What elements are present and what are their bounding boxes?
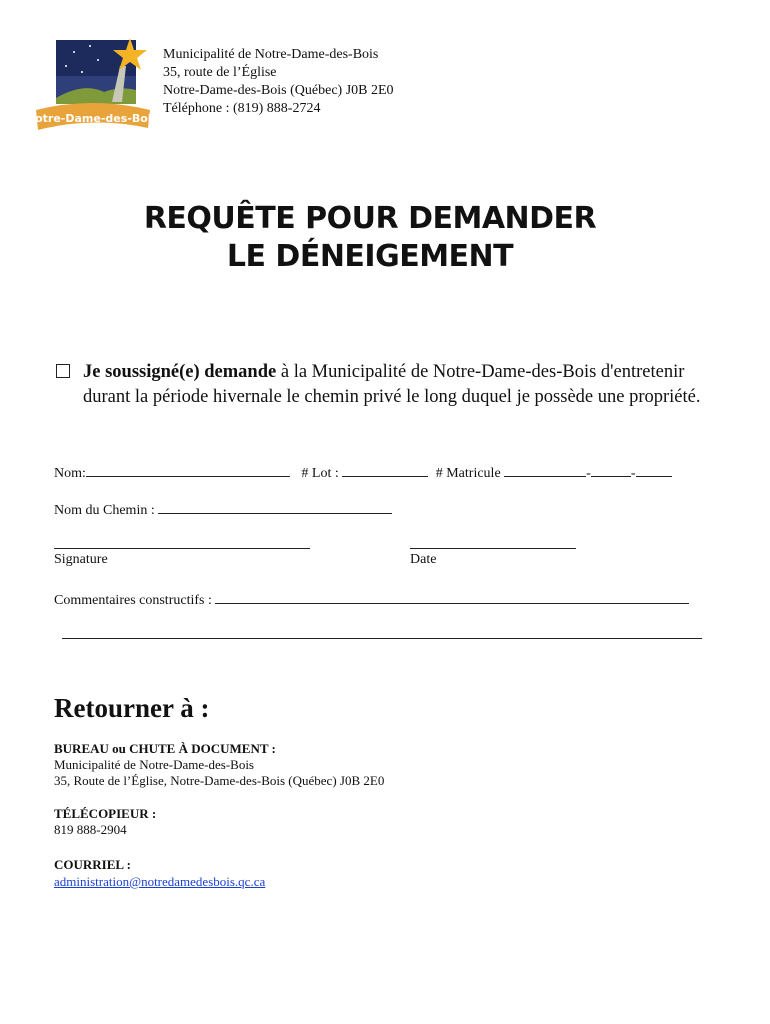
commentaires-field-2[interactable] xyxy=(62,638,702,639)
chemin-row xyxy=(54,499,392,519)
logo-text: Notre-Dame-des-Bois xyxy=(25,112,159,125)
matricule-field-3[interactable] xyxy=(636,462,672,477)
matricule-label: # Matricule xyxy=(435,466,501,481)
bureau-heading: BUREAU ou CHUTE À DOCUMENT : xyxy=(54,741,276,756)
request-statement xyxy=(56,360,716,409)
fax-section xyxy=(54,806,156,838)
chemin-label: Nom du Chemin : xyxy=(54,503,155,518)
request-text: à la Municipalité de Notre-Dame-des-Bois d'entretenir durant la période hivernale le chemin privé le long duquel je possède une propriété. xyxy=(83,362,701,407)
document-title xyxy=(0,200,740,276)
matricule-field-1[interactable] xyxy=(504,462,586,477)
nom-label: Nom: xyxy=(54,466,86,481)
signature-field[interactable] xyxy=(54,548,310,549)
email-section xyxy=(54,857,265,891)
bureau-section xyxy=(54,741,384,789)
return-title: Retourner à : xyxy=(54,693,210,723)
matricule-separator: - xyxy=(586,466,591,481)
date-label: Date xyxy=(410,552,437,567)
matricule-separator: - xyxy=(630,466,636,481)
commentaires-field-1[interactable] xyxy=(215,589,689,604)
signature-label: Signature xyxy=(54,552,108,567)
lot-label: # Lot : xyxy=(301,466,339,481)
bureau-line-2: 35, Route de l’Église, Notre-Dame-des-Bois (Québec) J0B 2E0 xyxy=(54,773,385,788)
fax-number: 819 888-2904 xyxy=(54,822,127,837)
address-line: 35, route de l’Église xyxy=(163,65,277,80)
nom-field[interactable] xyxy=(86,462,290,477)
email-heading: COURRIEL : xyxy=(54,857,131,872)
commentaires-row xyxy=(54,589,689,609)
chemin-field[interactable] xyxy=(158,499,392,514)
request-checkbox[interactable] xyxy=(56,364,70,378)
title-line-2: LE DÉNEIGEMENT xyxy=(226,239,514,274)
municipality-address xyxy=(163,46,394,118)
date-field[interactable] xyxy=(410,548,576,549)
municipality-logo xyxy=(25,36,159,136)
fax-heading: TÉLÉCOPIEUR : xyxy=(54,806,157,821)
address-line: Municipalité de Notre-Dame-des-Bois xyxy=(163,47,379,62)
matricule-field-2[interactable] xyxy=(591,462,631,477)
identity-row xyxy=(54,462,672,482)
phone-line: Téléphone : (819) 888-2724 xyxy=(163,101,321,116)
title-line-1: REQUÊTE POUR DEMANDER xyxy=(143,201,597,236)
commentaires-label: Commentaires constructifs : xyxy=(54,593,212,608)
lot-field[interactable] xyxy=(342,462,428,477)
address-line: Notre-Dame-des-Bois (Québec) J0B 2E0 xyxy=(163,83,394,98)
email-link[interactable]: administration@notredamedesbois.qc.ca xyxy=(54,874,266,889)
request-bold-lead: Je soussigné(e) demande xyxy=(83,362,277,382)
bureau-line-1: Municipalité de Notre-Dame-des-Bois xyxy=(54,757,254,772)
